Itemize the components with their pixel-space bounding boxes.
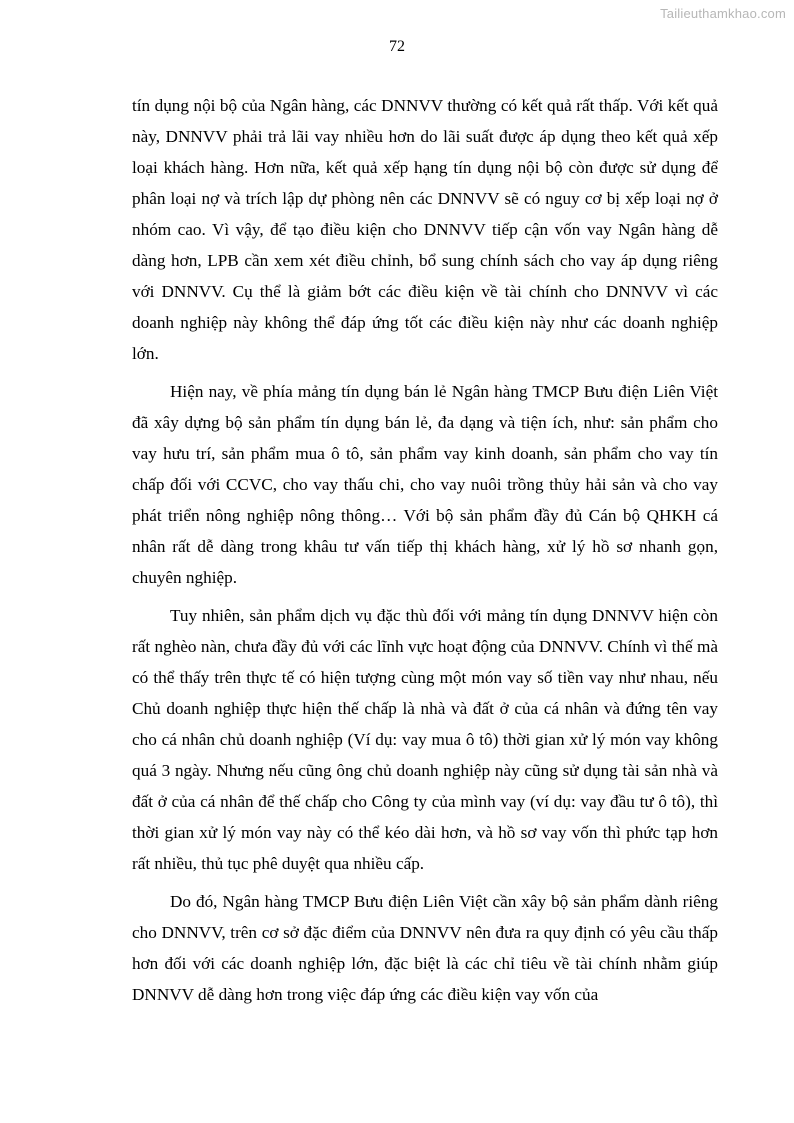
paragraph-2: Hiện nay, về phía mảng tín dụng bán lẻ Ngân hàng TMCP Bưu điện Liên Việt đã xây dựng bộ sản phẩm tín dụng bán lẻ, đa dạng và tiện ích, như: sản phẩm cho vay hưu trí, sản phẩm mua ô tô, sản phẩm vay kinh doanh, sản phẩm cho vay tín chấp đối với CCVC, cho vay thấu chi, cho vay nuôi trồng thủy hải sản và cho vay phát triển nông nghiệp nông thông… Với bộ sản phẩm đầy đủ Cán bộ QHKH cá nhân rất dễ dàng trong khâu tư vấn tiếp thị khách hàng, xử lý hồ sơ nhanh gọn, chuyên nghiệp. (132, 382, 718, 587)
paragraph-4: Do đó, Ngân hàng TMCP Bưu điện Liên Việt cần xây bộ sản phẩm dành riêng cho DNNVV, trên cơ sở đặc điểm của DNNVV nên đưa ra quy định có yêu cầu thấp hơn đối với các doanh nghiệp lớn, đặc biệt là các chỉ tiêu về tài chính nhằm giúp DNNVV dễ dàng hơn trong việc đáp ứng các điều kiện vay vốn của (132, 892, 718, 1004)
paragraph-1: tín dụng nội bộ của Ngân hàng, các DNNVV thường có kết quả rất thấp. Với kết quả này, DNNVV phải trả lãi vay nhiều hơn do lãi suất được áp dụng theo kết quả xếp loại khách hàng. Hơn nữa, kết quả xếp hạng tín dụng nội bộ còn được sử dụng để phân loại nợ và trích lập dự phòng nên các DNNVV sẽ có nguy cơ bị xếp loại nợ ở nhóm cao. Vì vậy, để tạo điều kiện cho DNNVV tiếp cận vốn vay Ngân hàng dễ dàng hơn, LPB cần xem xét điều chỉnh, bổ sung chính sách cho vay áp dụng riêng với DNNVV. Cụ thể là giảm bớt các điều kiện về tài chính cho DNNVV vì các doanh nghiệp này không thể đáp ứng tốt các điều kiện này như các doanh nghiệp lớn. (132, 96, 718, 363)
watermark-text: Tailieuthamkhao.com (660, 6, 786, 21)
page-number: 72 (389, 38, 405, 55)
paragraph-3: Tuy nhiên, sản phẩm dịch vụ đặc thù đối với mảng tín dụng DNNVV hiện còn rất nghèo nàn, chưa đầy đủ với các lĩnh vực hoạt động của DNNVV. Chính vì thế mà có thể thấy trên thực tế có hiện tượng cùng một món vay số tiền vay như nhau, nếu Chủ doanh nghiệp thực hiện thế chấp là nhà và đất ở của cá nhân và đứng tên vay cho cá nhân chủ doanh nghiệp (Ví dụ: vay mua ô tô) thời gian xử lý món vay không quá 3 ngày. Nhưng nếu cũng ông chủ doanh nghiệp này cũng sử dụng tài sản nhà và đất ở của cá nhân để thế chấp cho Công ty của mình vay (ví dụ: vay đầu tư ô tô), thì thời gian xử lý món vay này có thể kéo dài hơn, và hồ sơ vay vốn thì phức tạp hơn rất nhiều, thủ tục phê duyệt qua nhiều cấp. (132, 606, 718, 873)
document-body (132, 90, 718, 1017)
